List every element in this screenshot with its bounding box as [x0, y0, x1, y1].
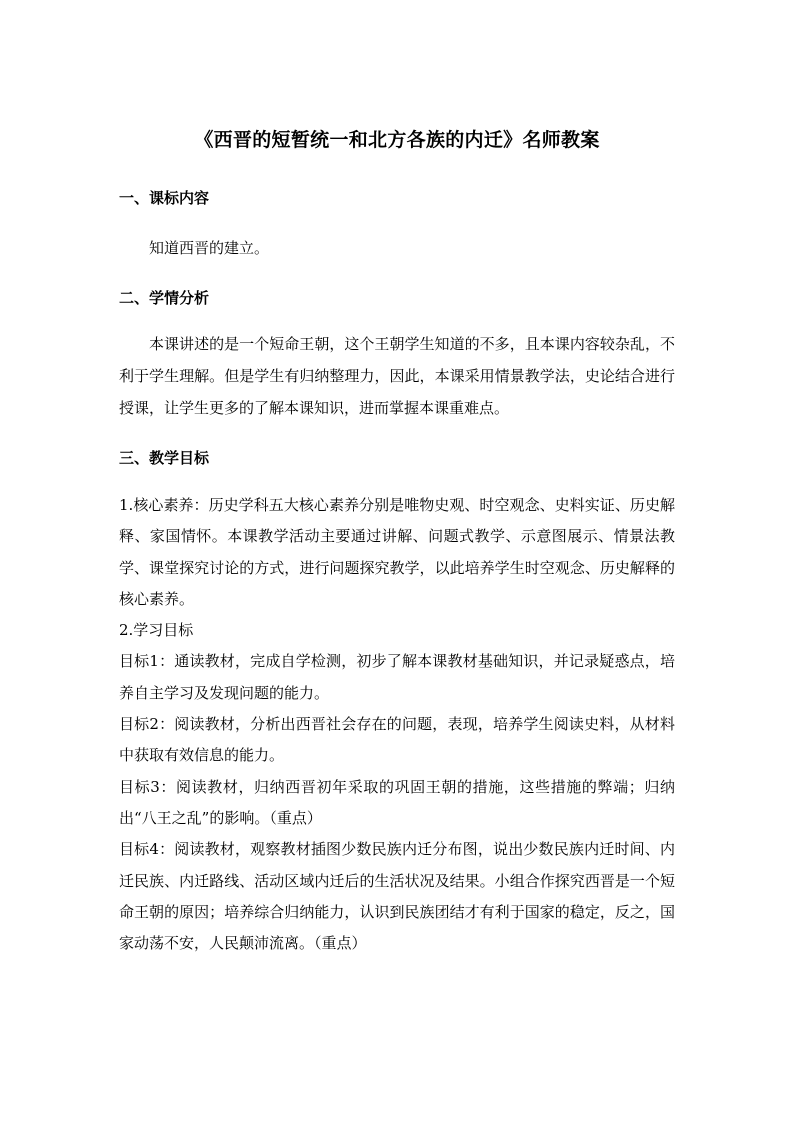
curriculum-content-text: 知道西晋的建立。	[149, 239, 270, 257]
curriculum-content-paragraph	[119, 232, 675, 264]
section-heading-text: 三、教学目标	[119, 449, 210, 467]
learning-goals-label: 2.学习目标	[119, 621, 194, 640]
section-heading-teaching-objectives	[119, 446, 675, 470]
goal-1-paragraph: 目标1：通读教材，完成自学检测，初步了解本课教材基础知识，并记录疑惑点，培养自主学习及发现问题的能力。	[119, 652, 675, 702]
goal-4-paragraph: 目标4：阅读教材，观察教材插图少数民族内迁分布图，说出少数民族内迁时间、内迁民族、内迁路线、活动区域内迁后的生活状况及结果。小组合作探究西晋是一个短命王朝的原因；培养综合归纳能力，认识到民族团结才有利于国家的稳定，反之，国家动荡不安，人民颠沛流离。（重点）	[119, 840, 675, 953]
section-heading-curriculum	[119, 186, 675, 210]
section-heading-student-analysis	[119, 286, 675, 310]
student-analysis-text: 本课讲述的是一个短命王朝，这个王朝学生知道的不多，且本课内容较杂乱，不利于学生理解。但是学生有归纳整理力，因此，本课采用情景教学法，史论结合进行授课，让学生更多的了解本课知识，进而掌握本课重难点。	[119, 335, 675, 417]
document-title: 《西晋的短暂统一和北方各族的内迁》名师教案	[194, 129, 600, 151]
student-analysis-paragraph	[119, 328, 675, 424]
teaching-objectives-list	[119, 490, 675, 959]
core-literacy-paragraph: 1.核心素养：历史学科五大核心素养分别是唯物史观、时空观念、史料实证、历史解释、家国情怀。本课教学活动主要通过讲解、问题式教学、示意图展示、情景法教学、课堂探究讨论的方式，进行问题探究教学，以此培养学生时空观念、历史解释的核心素养。	[119, 496, 675, 608]
section-heading-text: 二、学情分析	[119, 289, 210, 307]
section-heading-text: 一、课标内容	[119, 189, 210, 207]
goal-2-paragraph: 目标2：阅读教材，分析出西晋社会存在的问题，表现，培养学生阅读史料，从材料中获取有效信息的能力。	[119, 715, 675, 765]
goal-3-paragraph: 目标3：阅读教材，归纳西晋初年采取的巩固王朝的措施，这些措施的弊端；归纳出“八王之乱”的影响。（重点）	[119, 777, 675, 827]
